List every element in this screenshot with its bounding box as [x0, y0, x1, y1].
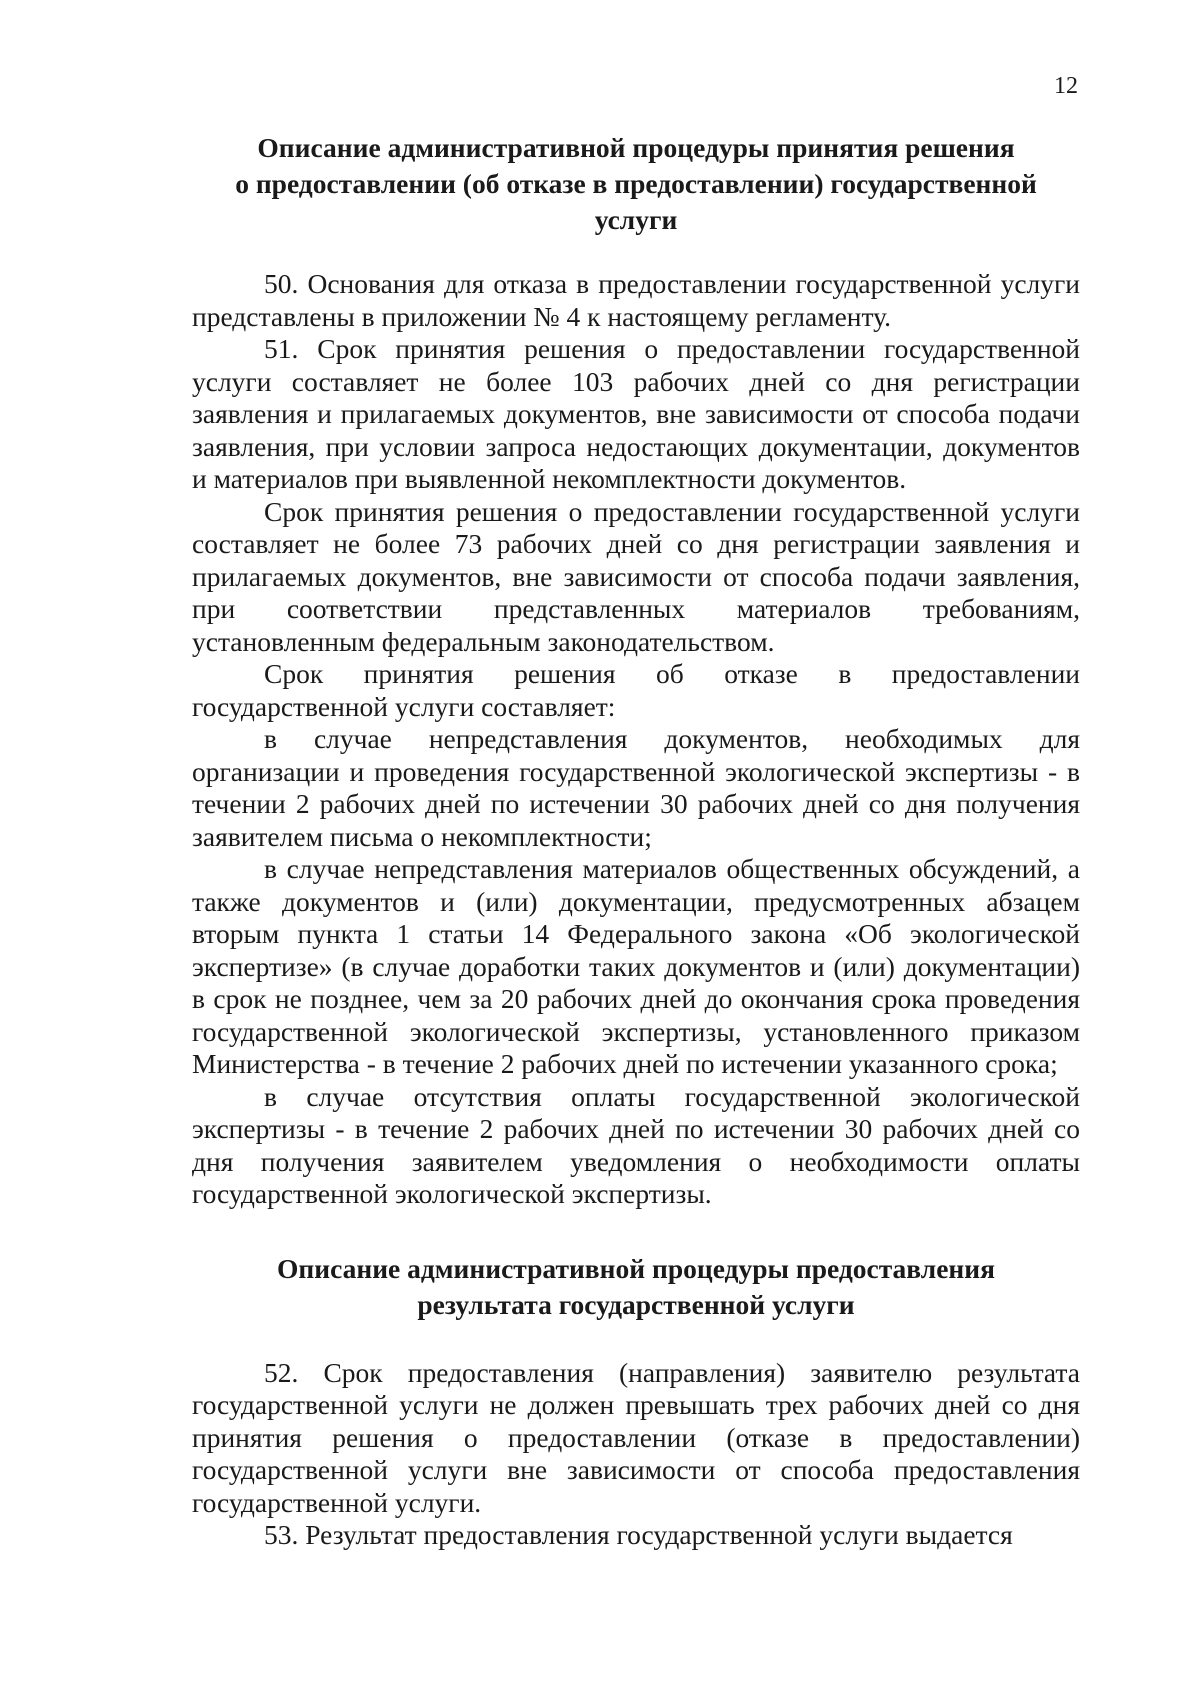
paragraph-no-payment: в случае отсутствия оплаты государственной экологической экспертизы - в течение 2 рабочих дней по истечении 30 рабочих дней со дня получения заявителем уведомления о необходимости оплаты государственной экологической экспертизы.	[192, 1080, 1080, 1209]
document-body	[192, 130, 1080, 1552]
paragraph-missing-materials: в случае непредставления материалов общественных обсуждений, а также документов и (или) документации, предусмотренных абзацем вторым пункта 1 статьи 14 Федерального закона «Об экологической экспертизе» (в случае доработки таких документов и (или) документации) в срок не позднее, чем за 20 рабочих дней до окончания срока проведения государственной экологической экспертизы, установленного приказом Министерства - в течение 2 рабочих дней по истечении указанного срока;	[192, 853, 1080, 1079]
heading-line: Описание административной процедуры принятия решения	[257, 132, 1015, 163]
paragraph-51: 51. Срок принятия решения о предоставлении государственной услуги составляет не более 103 рабочих дней со дня регистрации заявления и прилагаемых документов, вне зависимости от способа подачи заявления, при условии запроса недостающих документации, документов и материалов при выявленной некомплектности документов.	[192, 333, 1080, 494]
paragraph-term-73-days: Срок принятия решения о предоставлении государственной услуги составляет не более 73 рабочих дней со дня регистрации заявления и прилагаемых документов, вне зависимости от способа подачи заявления, при соответствии представленных материалов требованиям, установленным федеральным законодательством.	[192, 495, 1080, 657]
heading-line: услуги	[594, 204, 678, 235]
page-number: 12	[1054, 73, 1078, 99]
section-heading-result	[192, 1251, 1080, 1323]
heading-line: результата государственной услуги	[417, 1288, 855, 1320]
paragraph-refusal-term: Срок принятия решения об отказе в предоставлении государственной услуги составляет:	[192, 658, 1080, 722]
heading-line: Описание административной процедуры предоставления	[277, 1252, 995, 1284]
paragraph-53: 53. Результат предоставления государственной услуги выдается	[264, 1519, 1013, 1550]
paragraph-missing-documents: в случае непредставления документов, необходимых для организации и проведения государственной экологической экспертизы - в течении 2 рабочих дней по истечении 30 рабочих дней со дня получения заявителем письма о некомплектности;	[192, 723, 1080, 852]
paragraph-50: 50. Основания для отказа в предоставлении государственной услуги представлены в приложении № 4 к настоящему регламенту.	[192, 268, 1080, 332]
paragraph-52: 52. Срок предоставления (направления) заявителю результата государственной услуги не должен превышать трех рабочих дней со дня принятия решения о предоставлении (отказе в предоставлении) государственной услуги вне зависимости от способа предоставления государственной услуги.	[192, 1356, 1080, 1518]
section-heading-decision	[192, 130, 1080, 238]
heading-line: о предоставлении (об отказе в предоставлении) государственной	[235, 168, 1037, 199]
